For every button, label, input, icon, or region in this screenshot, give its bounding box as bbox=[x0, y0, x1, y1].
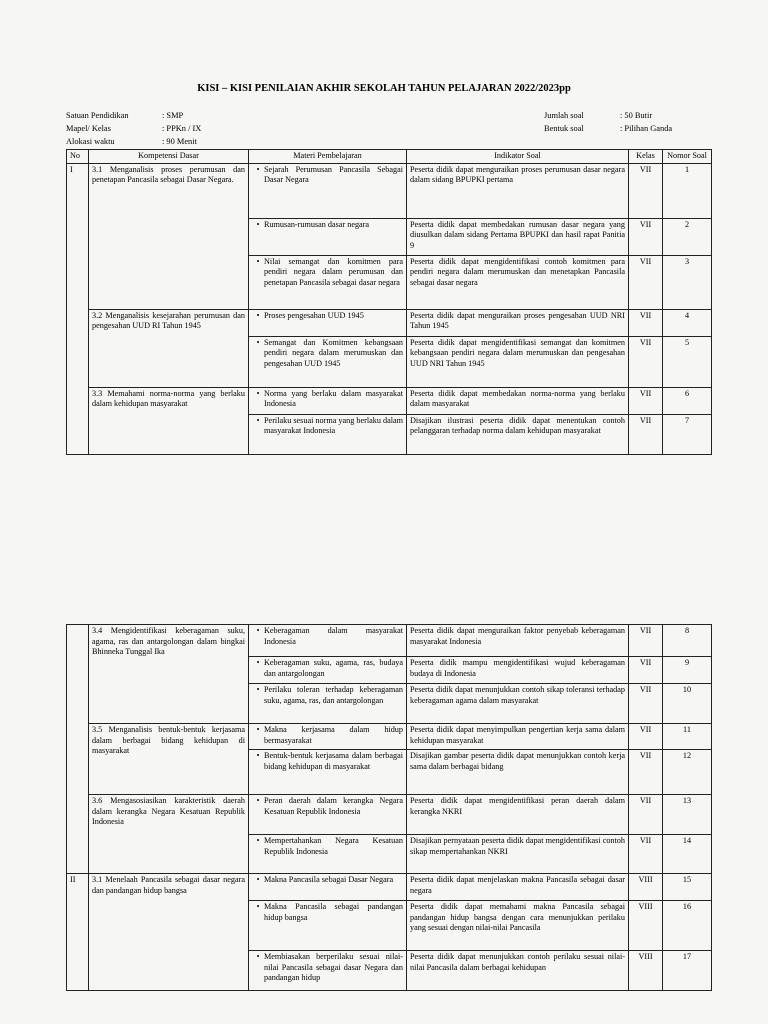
cell-no bbox=[67, 625, 89, 874]
table-row bbox=[67, 625, 712, 657]
cell-materi: Proses pengesahan UUD 1945 bbox=[264, 310, 364, 320]
bullet-icon: • bbox=[256, 164, 260, 174]
grid-table-1 bbox=[66, 149, 712, 455]
cell-kelas: VII bbox=[629, 684, 663, 724]
cell-kelas: VII bbox=[629, 835, 663, 874]
header-indikator: Indikator Soal bbox=[407, 150, 629, 164]
cell-nomor: 16 bbox=[663, 901, 712, 951]
cell-kelas: VII bbox=[629, 336, 663, 387]
bullet-icon: • bbox=[256, 658, 260, 667]
bullet-icon: • bbox=[256, 388, 260, 398]
header-kompetensi-dasar: Kompetensi Dasar bbox=[89, 150, 249, 164]
cell-indikator: Peserta didik mampu mengidentifikasi wujud keberagaman budaya di Indonesia bbox=[407, 657, 629, 684]
cell-nomor: 10 bbox=[663, 684, 712, 724]
cell-materi: Perilaku sesuai norma yang berlaku dalam masyarakat Indonesia bbox=[264, 415, 403, 436]
cell-kompetensi-dasar: 3.5 Menganalisis bentuk-bentuk kerjasama dalam berbagai bidang kehidupan di masyarakat bbox=[89, 724, 249, 795]
cell-materi: Membiasakan berperilaku sesuai nilai-nilai Pancasila sebagai dasar Negara dan pandangan hidup bbox=[264, 952, 403, 983]
cell-materi: Rumusan-rumusan dasar negara bbox=[264, 219, 370, 229]
cell-nomor: 17 bbox=[663, 951, 712, 991]
bullet-icon: • bbox=[256, 952, 260, 961]
cell-nomor: 13 bbox=[663, 795, 712, 835]
cell-kelas: VII bbox=[629, 657, 663, 684]
cell-indikator: Peserta didik dapat mengidentifikasi peran daerah dalam kerangka NKRI bbox=[407, 795, 629, 835]
cell-indikator: Peserta didik dapat menyimpulkan pengertian kerja sama dalam kehidupan masyarakat bbox=[407, 724, 629, 750]
meta-mapel-label: Mapel/ Kelas bbox=[66, 124, 111, 133]
cell-indikator: Peserta didik dapat menguraikan proses pengesahan UUD NRI Tahun 1945 bbox=[407, 309, 629, 336]
cell-kelas: VII bbox=[629, 724, 663, 750]
cell-nomor: 4 bbox=[663, 309, 712, 336]
cell-kelas: VII bbox=[629, 387, 663, 414]
meta-satuan-label: Satuan Pendidikan bbox=[66, 111, 129, 120]
bullet-icon: • bbox=[256, 875, 260, 884]
cell-materi: Peran daerah dalam kerangka Negara Kesatuan Republik Indonesia bbox=[264, 796, 403, 816]
cell-materi: Nilai semangat dan komitmen para pendiri negara dalam perumusan dan penetapan Pancasila sebagai dasar negara bbox=[264, 256, 403, 287]
cell-indikator: Peserta didik dapat menguraikan proses perumusan dasar negara dalam sidang BPUPKI pertama bbox=[407, 163, 629, 218]
cell-nomor: 12 bbox=[663, 750, 712, 795]
grid-table-2 bbox=[66, 624, 712, 991]
cell-nomor: 15 bbox=[663, 874, 712, 901]
cell-materi: Sejarah Perumusan Pancasila Sebagai Dasar Negara bbox=[264, 164, 403, 185]
cell-kelas: VII bbox=[629, 414, 663, 454]
cell-materi: Makna Pancasila sebagai pandangan hidup bangsa bbox=[264, 902, 403, 922]
cell-no: II bbox=[67, 874, 89, 991]
cell-indikator: Peserta didik dapat memahami makna Pancasila sebagai pandangan hidup bangsa dengan cara menunjukkan perilaku yang sesuai dengan nilai-nilai Pancasila bbox=[407, 901, 629, 951]
meta-alokasi-label: Alokasi waktu bbox=[66, 137, 115, 146]
meta-jumlah-value: : 50 Butir bbox=[620, 111, 653, 120]
header-materi: Materi Pembelajaran bbox=[249, 150, 407, 164]
meta-alokasi-value: : 90 Menit bbox=[162, 137, 197, 146]
bullet-icon: • bbox=[256, 219, 260, 229]
cell-nomor: 8 bbox=[663, 625, 712, 657]
cell-kelas: VIII bbox=[629, 951, 663, 991]
bullet-icon: • bbox=[256, 685, 260, 694]
bullet-icon: • bbox=[256, 902, 260, 911]
cell-indikator: Peserta didik dapat mengidentifikasi semangat dan komitmen kebangsaan pendiri negara dalam merumuskan dan pengesahan UUD NRI Tahun 1945 bbox=[407, 336, 629, 387]
cell-indikator: Peserta didik dapat membedakan rumusan dasar negara yang diusulkan dalam sidang Pertama BPUPKI dan hasil rapat Panitia 9 bbox=[407, 218, 629, 255]
cell-kelas: VIII bbox=[629, 901, 663, 951]
table-row bbox=[67, 163, 712, 218]
table-row bbox=[67, 309, 712, 336]
cell-kelas: VII bbox=[629, 625, 663, 657]
meta-bentuk-value: : Pilihan Ganda bbox=[620, 124, 673, 133]
cell-nomor: 11 bbox=[663, 724, 712, 750]
cell-kompetensi-dasar: 3.6 Mengasosiasikan karakteristik daerah dalam kerangka Negara Kesatuan Republik Indonesia bbox=[89, 795, 249, 874]
cell-indikator: Peserta didik dapat menjelaskan makna Pancasila sebagai dasar negara bbox=[407, 874, 629, 901]
cell-materi: Semangat dan Komitmen kebangsaan pendiri negara dalam merumuskan dan pengesahan UUD 1945 bbox=[264, 337, 403, 368]
page-title: KISI – KISI PENILAIAN AKHIR SEKOLAH TAHUN PELAJARAN 2022/2023pp bbox=[197, 83, 571, 94]
cell-nomor: 14 bbox=[663, 835, 712, 874]
cell-indikator: Disajikan ilustrasi peserta didik dapat menentukan contoh pelanggaran terhadap norma dalam kehidupan masyarakat bbox=[407, 414, 629, 454]
header-no: No bbox=[67, 150, 89, 164]
cell-nomor: 7 bbox=[663, 414, 712, 454]
cell-materi: Makna Pancasila sebagai Dasar Negara bbox=[264, 875, 394, 884]
cell-nomor: 3 bbox=[663, 255, 712, 309]
cell-kelas: VII bbox=[629, 795, 663, 835]
meta-satuan-value: : SMP bbox=[162, 111, 184, 120]
cell-kelas: VII bbox=[629, 163, 663, 218]
table-row bbox=[67, 795, 712, 835]
header-kelas: Kelas bbox=[629, 150, 663, 164]
bullet-icon: • bbox=[256, 626, 260, 635]
bullet-icon: • bbox=[256, 725, 260, 734]
cell-kompetensi-dasar: 3.2 Menganalisis kesejarahan perumusan dan pengesahan UUD RI Tahun 1945 bbox=[89, 309, 249, 387]
bullet-icon: • bbox=[256, 796, 260, 805]
meta-jumlah-label: Jumlah soal bbox=[544, 111, 584, 120]
bullet-icon: • bbox=[256, 415, 260, 425]
bullet-icon: • bbox=[256, 751, 260, 760]
cell-nomor: 5 bbox=[663, 336, 712, 387]
bullet-icon: • bbox=[256, 337, 260, 347]
cell-materi: Makna kerjasama dalam hidup bermasyarakat bbox=[264, 725, 403, 745]
meta-bentuk-label: Bentuk soal bbox=[544, 124, 584, 133]
cell-indikator: Peserta didik dapat membedakan norma-norma yang berlaku dalam masyarakat bbox=[407, 387, 629, 414]
cell-nomor: 2 bbox=[663, 218, 712, 255]
cell-indikator: Peserta didik dapat mengidentifikasi contoh komitmen para pendiri negara dalam merumuskan dan menetapkan Pancasila sebagai dasar negara bbox=[407, 255, 629, 309]
cell-kompetensi-dasar: 3.1 Menelaah Pancasila sebagai dasar negara dan pandangan hidup bangsa bbox=[89, 874, 249, 991]
cell-materi: Keberagaman dalam masyarakat Indonesia bbox=[264, 626, 403, 646]
cell-kelas: VII bbox=[629, 255, 663, 309]
cell-kelas: VIII bbox=[629, 874, 663, 901]
cell-kelas: VII bbox=[629, 309, 663, 336]
table-row bbox=[67, 874, 712, 901]
cell-indikator: Disajikan gambar peserta didik dapat menunjukkan contoh kerja sama dalam berbagai bidang bbox=[407, 750, 629, 795]
cell-no: I bbox=[67, 163, 89, 454]
cell-kompetensi-dasar: 3.1 Menganalisis proses perumusan dan penetapan Pancasila sebagai Dasar Negara. bbox=[89, 163, 249, 309]
cell-indikator: Disajikan pernyataan peserta didik dapat mengidentifikasi contoh sikap mempertahankan NKRI bbox=[407, 835, 629, 874]
cell-nomor: 1 bbox=[663, 163, 712, 218]
meta-mapel-value: : PPKn / IX bbox=[162, 124, 202, 133]
cell-nomor: 6 bbox=[663, 387, 712, 414]
bullet-icon: • bbox=[256, 836, 260, 845]
table-row bbox=[67, 387, 712, 414]
header-nomor-soal: Nomor Soal bbox=[663, 150, 712, 164]
cell-kelas: VII bbox=[629, 218, 663, 255]
cell-kompetensi-dasar: 3.4 Mengidentifikasi keberagaman suku, agama, ras dan antargolongan dalam bingkai Bhinneka Tunggal Ika bbox=[89, 625, 249, 724]
cell-kompetensi-dasar: 3.3 Memahami norma-norma yang berlaku dalam kehidupan masyarakat bbox=[89, 387, 249, 454]
cell-indikator: Peserta didik dapat menguraikan faktor penyebab keberagaman masyarakat Indonesia bbox=[407, 625, 629, 657]
bullet-icon: • bbox=[256, 256, 260, 266]
cell-kelas: VII bbox=[629, 750, 663, 795]
cell-materi: Norma yang berlaku dalam masyarakat Indonesia bbox=[264, 388, 403, 409]
cell-materi: Perilaku toleran terhadap keberagaman suku, agama, ras, dan antargolongan bbox=[264, 685, 403, 705]
cell-materi: Bentuk-bentuk kerjasama dalam berbagai bidang kehidupan di masyarakat bbox=[264, 751, 403, 771]
table-row bbox=[67, 724, 712, 750]
cell-indikator: Peserta didik dapat menunjukkan contoh sikap toleransi terhadap keberagaman agama dalam masyarakat bbox=[407, 684, 629, 724]
cell-nomor: 9 bbox=[663, 657, 712, 684]
bullet-icon: • bbox=[256, 310, 260, 320]
cell-materi: Keberagaman suku, agama, ras, budaya dan antargolongan bbox=[264, 658, 403, 678]
cell-materi: Mempertahankan Negara Kesatuan Republik Indonesia bbox=[264, 836, 403, 856]
table-header-row bbox=[67, 150, 712, 164]
cell-indikator: Peserta didik dapat menunjukkan contoh perilaku sesuai nilai-nilai Pancasila dalam berbagai kehidupan bbox=[407, 951, 629, 991]
